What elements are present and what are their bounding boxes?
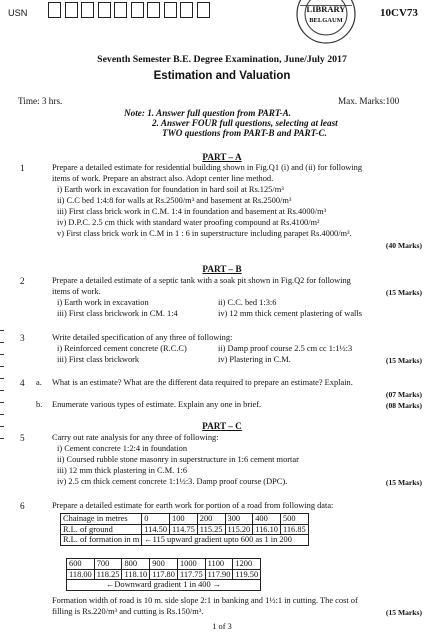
table-row: [67, 559, 261, 570]
q1-text-1: Prepare a detailed estimate for residential building shown in Fig.Q1 (i) and (ii) for following: [52, 163, 363, 172]
q4-number: 4: [20, 378, 25, 388]
q1-item: iv) D.P.C. 2.5 cm thick with standard water proofing compound at Rs.4100/m²: [57, 218, 320, 227]
table-cell: 118.10: [122, 569, 150, 580]
subject-title: Estimation and Valuation: [153, 70, 291, 82]
q2-item: ii) C.C. bed 1:3:6: [218, 298, 277, 307]
table-row: [61, 535, 309, 546]
road-data-table-2: [66, 558, 261, 591]
table-cell: 100: [170, 514, 198, 525]
q2-text-1: Prepare a detailed estimate of a septic tank with a soak pit shown in Fig.Q2 for following: [52, 276, 351, 285]
q6-number: 6: [20, 501, 25, 511]
table-cell: 1200: [233, 559, 261, 570]
table-cell: R.L. of ground: [61, 524, 142, 535]
usn-box[interactable]: [48, 2, 61, 18]
library-stamp: [286, 0, 366, 50]
q4b-marks: (08 Marks): [385, 401, 422, 410]
q1-item: iii) First class brick work in C.M. 1:4 in foundation and basement at Rs.4000/m³: [57, 207, 327, 216]
note-line-1: Note: 1. Answer full question from PART-A.: [124, 108, 292, 118]
q1-item: ii) C.C bed 1:4:8 for walls at Rs.2500/m³ and basement at Rs.2500/m³: [57, 196, 292, 205]
q3-item: iv) Plastering in C.M.: [218, 355, 291, 364]
table-cell: 900: [150, 559, 178, 570]
table-cell: 400: [253, 514, 281, 525]
table-cell: 115.25: [197, 524, 225, 535]
table-cell: 500: [280, 514, 308, 525]
max-marks: Max. Marks:100: [338, 96, 400, 106]
q2-item: iii) First class brickwork in CM. 1:4: [57, 309, 178, 318]
table-cell: 600: [67, 559, 95, 570]
table-cell: 1100: [205, 559, 233, 570]
q6-text-2: Formation width of road is 10 m. side slope 2:1 in banking and 1½:1 in cutting. The cost of: [52, 596, 358, 605]
q1-text-2: items of work. Prepare an abstract also. Adopt center line method.: [52, 174, 274, 183]
usn-box[interactable]: [164, 2, 177, 18]
table-cell: 119.50: [233, 569, 261, 580]
q1-item: v) First class brick work in C.M in 1 : 6 in superstructure including parapet Rs.4000/m³.: [57, 229, 352, 238]
table-cell: 300: [225, 514, 253, 525]
time-allowed: Time: 3 hrs.: [18, 96, 63, 106]
q3-item: iii) First class brickwork: [57, 355, 140, 364]
part-c-heading: PART – C: [202, 421, 242, 431]
q5-item: i) Cement concrete 1:2:4 in foundation: [57, 444, 188, 453]
table-cell: 116.85: [280, 524, 308, 535]
table-row: [67, 569, 261, 580]
q3-marks: (15 Marks): [385, 356, 422, 365]
q3-number: 3: [20, 333, 25, 343]
table-cell: ←Downward gradient 1 in 400 →: [67, 580, 261, 591]
table-cell: 114.75: [170, 524, 198, 535]
usn-box[interactable]: [197, 2, 210, 18]
table-cell: ←115 upward gradient upto 600 as 1 in 200: [142, 535, 308, 546]
q5-item: iii) 12 mm thick plastering in C.M. 1:6: [57, 466, 188, 475]
usn-boxes: [48, 0, 218, 22]
table-cell: 800: [122, 559, 150, 570]
q5-marks: (15 Marks): [385, 478, 422, 487]
table-cell: 117.90: [205, 569, 233, 580]
q1-item: i) Earth work in excavation for foundation in hard soil at Rs.125/m³: [57, 185, 284, 194]
q5-text: Carry out rate analysis for any three of following:: [52, 433, 219, 442]
note-line-2: 2. Answer FOUR full questions, selecting at least: [152, 118, 338, 128]
q3-item: i) Reinforced cement concrete (R.C.C): [57, 344, 187, 353]
q1-number: 1: [20, 163, 25, 173]
page-number: 1 of 3: [212, 622, 232, 631]
svg-text:BELGAUM: BELGAUM: [309, 17, 343, 24]
exam-title: Seventh Semester B.E. Degree Examination, June/July 2017: [97, 54, 347, 65]
table-cell: 116.10: [253, 524, 281, 535]
q6-marks: (15 Marks): [385, 608, 422, 617]
part-a-heading: PART – A: [202, 152, 242, 162]
q2-number: 2: [20, 276, 25, 286]
table-cell: 200: [197, 514, 225, 525]
q3-item: ii) Damp proof course 2.5 cm cc 1:1½:3: [218, 344, 353, 353]
note-line-3: TWO questions from PART-B and PART-C.: [162, 128, 327, 138]
usn-box[interactable]: [180, 2, 193, 18]
q5-item: iv) 2.5 cm thick cement concrete 1:1½:3. Damp proof course (DPC).: [57, 477, 288, 486]
table-row: [61, 514, 309, 525]
q5-item: ii) Coursed rubble stone masonry in superstructure in 1:6 cement mortar: [57, 455, 299, 464]
table-cell: 118.00: [67, 569, 95, 580]
q2-marks: (15 Marks): [385, 288, 422, 297]
usn-box[interactable]: [114, 2, 127, 18]
table-cell: 117.80: [150, 569, 178, 580]
subject-code: 10CV73: [380, 7, 418, 19]
usn-label: USN: [8, 8, 28, 18]
q2-item: i) Earth work in excavation: [57, 298, 149, 307]
usn-box[interactable]: [81, 2, 94, 18]
q6-text-1: Prepare a detailed estimate for earth work for portion of a road from following data:: [52, 501, 334, 510]
table-cell: 1000: [177, 559, 205, 570]
table-cell: Chainage in metres: [61, 514, 142, 525]
table-cell: 114.50: [142, 524, 170, 535]
q4b-label: b.: [36, 400, 43, 409]
part-b-heading: PART – B: [202, 264, 242, 274]
q4a-text: What is an estimate? What are the different data required to prepare an estimate? Explain.: [52, 378, 353, 387]
table-cell: 0: [142, 514, 170, 525]
q6-text-3: filling is Rs.220/m³ and cutting is Rs.150/m³.: [52, 607, 204, 616]
usn-box[interactable]: [65, 2, 78, 18]
table-cell: 118.25: [94, 569, 122, 580]
road-data-table-1: [60, 513, 309, 546]
q4b-text: Enumerate various types of estimate. Explain any one in brief.: [52, 400, 262, 409]
usn-box[interactable]: [131, 2, 144, 18]
usn-box[interactable]: [98, 2, 111, 18]
q2-text-2: items of work.: [52, 287, 101, 296]
table-row: [67, 580, 261, 591]
q3-text: Write detailed specification of any three of following:: [52, 333, 233, 342]
q4a-marks: (07 Marks): [385, 390, 422, 399]
table-cell: R.L. of formation in m: [61, 535, 142, 546]
q2-item: iv) 12 mm thick cement plastering of walls: [218, 309, 362, 318]
usn-box[interactable]: [147, 2, 160, 18]
table-cell: 117.75: [177, 569, 205, 580]
svg-text:LIBRARY: LIBRARY: [306, 4, 346, 14]
q5-number: 5: [20, 433, 25, 443]
table-row: [61, 524, 309, 535]
table-cell: 700: [94, 559, 122, 570]
q4a-label: a.: [36, 378, 42, 387]
table-cell: 115.20: [225, 524, 253, 535]
q1-marks: (40 Marks): [385, 241, 422, 250]
